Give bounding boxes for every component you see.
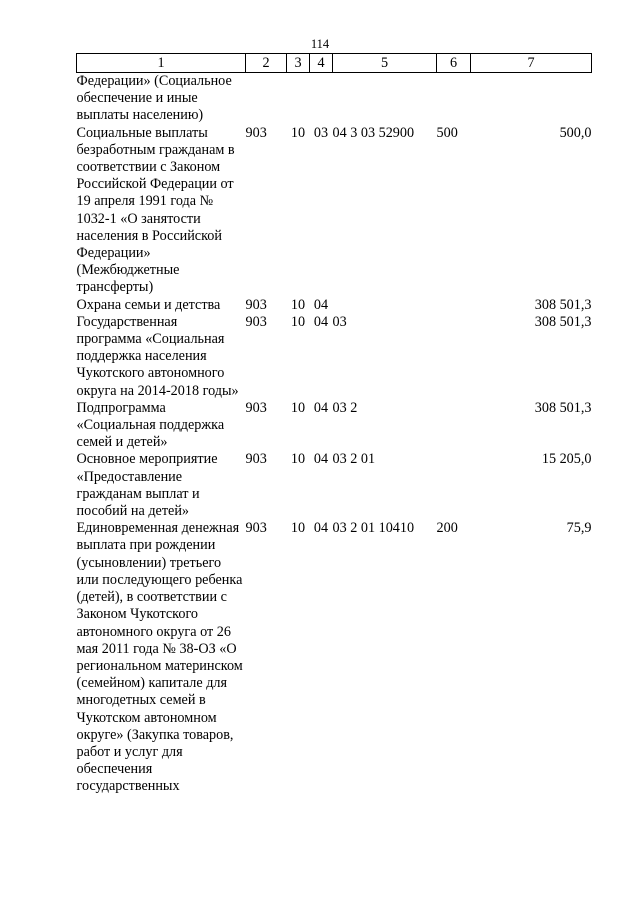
row-admin: 903 bbox=[245, 124, 267, 141]
header-col-4: 4 bbox=[310, 54, 333, 73]
row-name: Охрана семьи и детства bbox=[76, 296, 221, 313]
row-admin: 903 bbox=[245, 399, 267, 416]
row-target: 03 2 bbox=[332, 399, 358, 416]
table-body bbox=[77, 73, 592, 796]
row-subsection: 04 bbox=[313, 520, 329, 537]
row-admin: 903 bbox=[245, 451, 267, 468]
header-col-7: 7 bbox=[471, 54, 592, 73]
row-name: Единовременная денежная выплата при рождении (усыновлении) третьего или последующего ребенка (детей), в соответствии с Законом Чукотского автономного округа от 26 мая 2011 года № 38-ОЗ «О региональном материнском (семейном) капитале для многодетных семей в Чукотском автономном округе» (Закупка товаров, работ и услуг для обеспечения государственных bbox=[76, 520, 243, 795]
header-col-2: 2 bbox=[246, 54, 287, 73]
row-subsection: 04 bbox=[313, 451, 329, 468]
header-col-6: 6 bbox=[437, 54, 471, 73]
row-target: 04 3 03 52900 bbox=[332, 124, 415, 141]
row-vr bbox=[437, 297, 471, 314]
row-amount: 308 501,3 bbox=[534, 296, 592, 313]
row-target: 03 2 01 10410 bbox=[332, 520, 415, 537]
row-section: 10 bbox=[290, 520, 306, 537]
row-section bbox=[287, 73, 310, 125]
row-name: Основное мероприятие «Предоставление гражданам выплат и пособий на детей» bbox=[76, 451, 218, 520]
table-row bbox=[77, 73, 592, 125]
row-name: Подпрограмма «Социальная поддержка семей и детей» bbox=[76, 399, 225, 451]
page-number: 114 bbox=[310, 37, 330, 51]
row-section: 10 bbox=[290, 451, 306, 468]
row-name: Социальные выплаты безработным гражданам в соответствии с Законом Российской Федерации от 19 апреля 1991 года № 1032-1 «О занятости населения в Российской Федерации» (Межбюджетные трансферты) bbox=[76, 124, 235, 296]
table-row bbox=[77, 314, 592, 400]
row-subsection bbox=[310, 73, 333, 125]
row-admin bbox=[246, 73, 287, 125]
table-row bbox=[77, 451, 592, 520]
row-amount: 308 501,3 bbox=[534, 399, 592, 416]
row-subsection: 04 bbox=[313, 399, 329, 416]
row-subsection: 03 bbox=[313, 124, 329, 141]
row-subsection: 04 bbox=[313, 313, 329, 330]
table-row bbox=[77, 297, 592, 314]
row-vr: 200 bbox=[436, 520, 458, 537]
row-amount: 308 501,3 bbox=[534, 313, 592, 330]
row-admin: 903 bbox=[245, 520, 267, 537]
row-amount bbox=[471, 73, 592, 125]
row-vr bbox=[437, 73, 471, 125]
row-section: 10 bbox=[290, 313, 306, 330]
header-row bbox=[77, 54, 592, 73]
header-col-1: 1 bbox=[77, 54, 246, 73]
row-target: 03 bbox=[332, 313, 347, 330]
row-vr bbox=[437, 451, 471, 520]
row-vr bbox=[437, 314, 471, 400]
table-row bbox=[77, 520, 592, 795]
header-col-5: 5 bbox=[333, 54, 437, 73]
row-target bbox=[333, 297, 437, 314]
row-amount: 75,9 bbox=[566, 520, 592, 537]
row-subsection: 04 bbox=[313, 296, 329, 313]
row-amount: 15 205,0 bbox=[541, 451, 592, 468]
row-section: 10 bbox=[290, 124, 306, 141]
row-section: 10 bbox=[290, 399, 306, 416]
header-col-3: 3 bbox=[287, 54, 310, 73]
row-section: 10 bbox=[290, 296, 306, 313]
table-header bbox=[77, 54, 592, 73]
row-target bbox=[333, 73, 437, 125]
row-amount: 500,0 bbox=[559, 124, 592, 141]
row-admin: 903 bbox=[245, 313, 267, 330]
row-name: Федерации» (Социальное обеспечение и иные выплаты населению) bbox=[76, 73, 232, 124]
row-name: Государственная программа «Социальная поддержка населения Чукотского автономного округа на 2014-2018 годы» bbox=[76, 313, 239, 399]
row-target: 03 2 01 bbox=[332, 451, 376, 468]
table-row bbox=[77, 125, 592, 297]
row-vr: 500 bbox=[436, 124, 458, 141]
table-row bbox=[77, 400, 592, 452]
row-admin: 903 bbox=[245, 296, 267, 313]
budget-table bbox=[76, 53, 592, 796]
row-vr bbox=[437, 400, 471, 452]
